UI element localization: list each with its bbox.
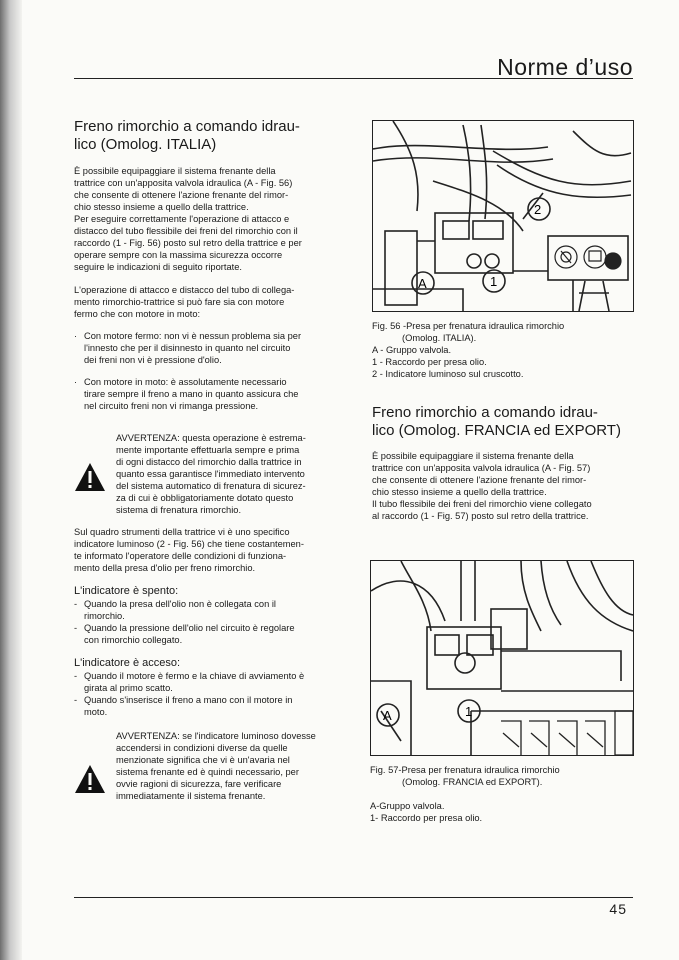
callout-a: A xyxy=(418,276,427,291)
fig56-caption-block xyxy=(372,320,634,380)
text-line: al raccordo (1 - Fig. 57) posto sul retro della trattrice. xyxy=(372,511,589,521)
text-line: sistema di frenatura rimorchio. xyxy=(116,505,242,515)
indicator-on-item xyxy=(74,670,346,694)
bullet-dash: - xyxy=(74,599,78,609)
text-line: girata al primo scatto. xyxy=(84,683,173,693)
text-line: distacco del tubo flessibile dei freni del rimorchio con il xyxy=(74,226,298,236)
text-line: Quando la presa dell'olio non è collegata con il xyxy=(84,599,276,609)
text-line: quanto essa garantisce l'immediato intervento xyxy=(116,469,305,479)
text-line: te informato l'operatore delle condizioni di funziona- xyxy=(74,551,287,561)
text-line: moto. xyxy=(84,707,108,717)
text-line: Quando la pressione dell'olio nel circuito è regolare xyxy=(84,623,295,633)
bullet-engine-off xyxy=(74,330,346,366)
indicator-paragraph xyxy=(74,526,346,574)
text-line: raccordo (1 - Fig. 56) posto sul retro della trattrice e per xyxy=(74,238,302,248)
header-divider xyxy=(74,78,633,79)
callout-2: 2 xyxy=(534,202,542,217)
legend-item: 1 - Raccordo per presa olio. xyxy=(372,357,487,367)
text-line: za di cui è obbligatoriamente dotato questo xyxy=(116,493,294,503)
text-line: rimorchio. xyxy=(84,611,125,621)
left-intro-paragraph xyxy=(74,165,346,273)
text-line: che consente di ottenere l'azione frenante del rimor- xyxy=(74,190,289,200)
text-line: Il tubo flessibile dei freni del rimorchio viene collegato xyxy=(372,499,592,509)
fig57-caption-block xyxy=(370,764,632,824)
text-line: È possibile equipaggiare il sistema frenante della xyxy=(372,451,574,461)
callout-1: 1 xyxy=(465,704,473,719)
right-intro-paragraph xyxy=(372,450,634,522)
figure-caption: Fig. 57-Presa per frenatura idraulica rimorchio xyxy=(370,765,560,775)
text-line: operare sempre con la massima sicurezza occorre xyxy=(74,250,283,260)
bullet-dash: - xyxy=(74,695,78,705)
text-line: Quando s'inserisce il freno a mano con il motore in xyxy=(84,695,293,705)
text-line: È possibile equipaggiare il sistema frenante della xyxy=(74,166,276,176)
text-line: nel circuito freni non vi rimanga pressione. xyxy=(84,401,259,411)
text-line: trattrice con un'apposita valvola idraulica (A - Fig. 56) xyxy=(74,178,293,188)
text-line: Quando il motore è fermo e la chiave di avviamento è xyxy=(84,671,305,681)
operation-paragraph xyxy=(74,284,346,320)
callout-1: 1 xyxy=(490,274,498,289)
callout-a: A xyxy=(383,708,392,723)
indicator-on-item xyxy=(74,694,346,718)
valve-assembly-drawing xyxy=(371,561,633,755)
right-section xyxy=(372,404,634,522)
figure-caption: (Omolog. FRANCIA ed EXPORT). xyxy=(402,777,543,787)
text-line: di ogni distacco del rimorchio dalla trattrice in xyxy=(116,457,302,467)
text-line: mento rimorchio-trattrice si può fare sia con motore xyxy=(74,297,285,307)
footer-divider xyxy=(74,897,633,898)
figure-caption: Fig. 56 -Presa per frenatura idraulica rimorchio xyxy=(372,321,565,331)
bullet-engine-running xyxy=(74,376,346,412)
page-number: 45 xyxy=(609,901,627,917)
text-line: chio stesso insieme a quello della trattrice. xyxy=(372,487,547,497)
text-line: ovvie ragioni di sicurezza, fare verificare xyxy=(116,779,282,789)
bullet-dash: · xyxy=(74,377,78,387)
text-line: l'innesto che per il disinnesto in quanto nel circuito xyxy=(84,343,291,353)
text-line: trattrice con un'apposita valvola idraulica (A - Fig. 57) xyxy=(372,463,591,473)
section-title: Norme d’uso xyxy=(497,54,633,80)
warning-block-1 xyxy=(74,432,346,516)
right-heading-line2: lico (Omolog. FRANCIA ed EXPORT) xyxy=(372,422,621,439)
text-line: menzionate significa che vi è un'avaria nel xyxy=(116,755,290,765)
text-line: L'operazione di attacco e distacco del tubo di collega- xyxy=(74,285,295,295)
text-line: chio stesso insieme a quello della trattrice. xyxy=(74,202,249,212)
text-line: seguire le indicazioni di seguito riportate. xyxy=(74,262,242,272)
text-line: Con motore in moto: è assolutamente necessario xyxy=(84,377,287,387)
text-line: immediatamente il sistema frenante. xyxy=(116,791,266,801)
text-line: AVVERTENZA: questa operazione è estrema- xyxy=(116,433,306,443)
text-line: del sistema automatico di frenatura di sicurez- xyxy=(116,481,306,491)
text-line: Per eseguire correttamente l'operazione di attacco e xyxy=(74,214,290,224)
left-heading-line2: lico (Omolog. ITALIA) xyxy=(74,136,217,153)
text-line: mento della presa d'olio per freno rimorchio. xyxy=(74,563,256,573)
text-line: sistema frenante ed è quindi necessario, per xyxy=(116,767,299,777)
figure-56-illustration xyxy=(372,120,634,312)
legend-item: 2 - Indicatore luminoso sul cruscotto. xyxy=(372,369,524,379)
text-line: con rimorchio collegato. xyxy=(84,635,183,645)
legend-item: A - Gruppo valvola. xyxy=(372,345,452,355)
bullet-dash: · xyxy=(74,331,78,341)
bullet-dash: - xyxy=(74,623,78,633)
valve-assembly-drawing xyxy=(373,121,633,311)
indicator-off-item xyxy=(74,598,346,622)
warning-block-2 xyxy=(74,730,346,802)
indicator-on-title: L'indicatore è acceso: xyxy=(74,657,181,669)
bullet-dash: - xyxy=(74,671,78,681)
right-heading-line1: Freno rimorchio a comando idrau- xyxy=(372,404,598,421)
text-line: AVVERTENZA: se l'indicatore luminoso dovesse xyxy=(116,731,316,741)
indicator-off-title: L'indicatore è spento: xyxy=(74,585,179,597)
text-line: che consente di ottenere l'azione frenante del rimor- xyxy=(372,475,587,485)
text-line: fermo che con motore in moto: xyxy=(74,309,201,319)
text-line: indicatore luminoso (2 - Fig. 56) che tiene costantemen- xyxy=(74,539,304,549)
page-binding-shadow xyxy=(0,0,22,960)
left-column xyxy=(74,118,346,802)
text-line: mente importante effettuarla sempre e prima xyxy=(116,445,300,455)
legend-item: A-Gruppo valvola. xyxy=(370,801,445,811)
indicator-off-item xyxy=(74,622,346,646)
legend-item: 1- Raccordo per presa olio. xyxy=(370,813,483,823)
text-line: dei freni non vi è pressione d'olio. xyxy=(84,355,222,365)
warning-triangle-icon xyxy=(74,764,106,794)
figure-caption: (Omolog. ITALIA). xyxy=(402,333,477,343)
warning-triangle-icon xyxy=(74,462,106,492)
text-line: Sul quadro strumenti della trattrice vi è uno specifico xyxy=(74,527,290,537)
text-line: tirare sempre il freno a mano in quanto assicura che xyxy=(84,389,299,399)
text-line: Con motore fermo: non vi è nessun problema sia per xyxy=(84,331,302,341)
figure-57-illustration xyxy=(370,560,634,756)
left-heading-line1: Freno rimorchio a comando idrau- xyxy=(74,118,300,135)
text-line: accendersi in condizioni diverse da quelle xyxy=(116,743,288,753)
